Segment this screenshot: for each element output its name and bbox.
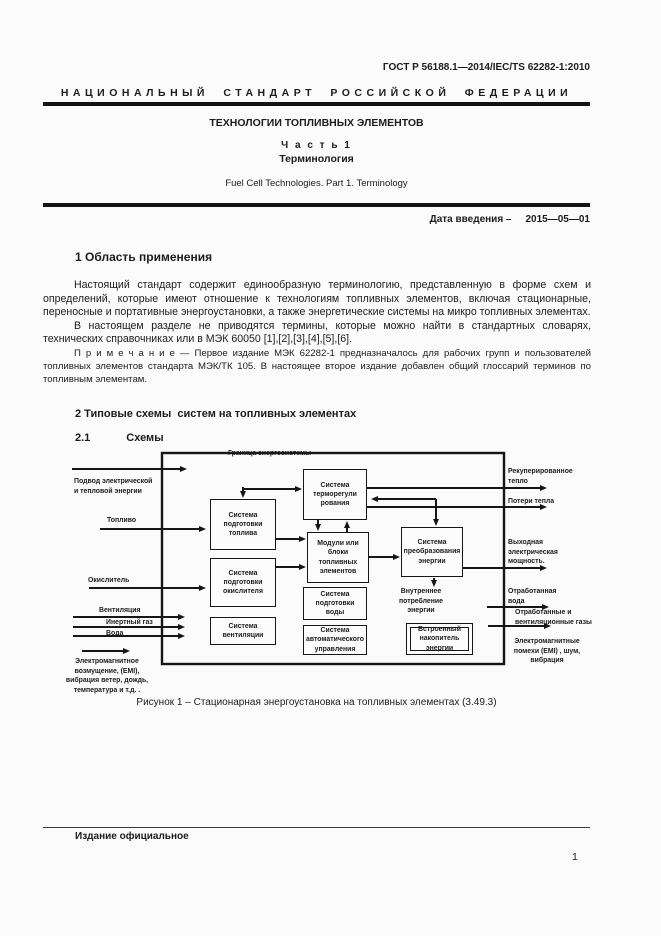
label-internal-power-consumption: Внутреннее потребление энергии — [399, 588, 443, 615]
label-output-heat-loss: Потери тепла — [508, 498, 555, 505]
label-external-disturbances: Электромагнитное возмущение, (EMI), вибрация ветер, дождь, температура и т.д. . — [65, 658, 149, 694]
header-rule-top — [43, 102, 590, 106]
section2-1-title: Схемы — [126, 432, 164, 444]
label-output-electric-power: Выходная электрическая мощность. — [508, 539, 558, 566]
date-label: Дата введения – — [429, 214, 512, 225]
box-power-conditioning-system: Система преобразования энергии — [401, 527, 463, 577]
label-output-waste-water: Отработанная вода — [508, 588, 557, 605]
label-input-oxidant: Окислитель — [88, 577, 130, 584]
box-fuel-preparation-system: Система подготовки топлива — [210, 499, 276, 550]
header-rule-bottom — [43, 203, 590, 207]
paragraph-scope-1: Настоящий стандарт содержит единообразную терминологию, представленную в форме схем и определений, которые имеют отношение к технологиям топливных элементов, включая стационарные, переносные и портативные энергоустановки, а также энергетические системы на микро топливных элементах. — [43, 279, 591, 319]
box-ventilation-system: Система вентиляции — [210, 617, 276, 645]
section1-body — [43, 279, 591, 386]
box-fuel-cell-modules: Модули или блоки топливных элементов — [307, 532, 369, 583]
box-thermal-control-system: Система терморегули рования — [303, 469, 367, 520]
title-english: Fuel Cell Technologies. Part 1. Terminology — [225, 178, 408, 189]
section2-1-heading — [75, 432, 164, 444]
document-subtitle: Терминология — [279, 153, 354, 165]
part-line: Ч а с т ь 1 — [281, 140, 352, 151]
label-input-inert-gas: Инертный газ — [106, 619, 153, 626]
figure1-diagram — [0, 445, 661, 697]
standard-type-line: НАЦИОНАЛЬНЫЙ СТАНДАРТ РОССИЙСКОЙ ФЕДЕРАЦИИ — [60, 87, 573, 99]
section1-heading: 1 Область применения — [75, 250, 213, 264]
label-input-power: Подвод электрической и тепловой энергии — [74, 478, 153, 495]
box-onboard-energy-storage: Встроенный накопитель энергии — [406, 623, 473, 655]
doc-number: ГОСТ Р 56188.1—2014/IEC/TS 62282-1:2010 — [382, 62, 590, 73]
figure1-caption: Рисунок 1 – Стационарная энергоустановка на топливных элементах (3.49.3) — [136, 697, 497, 708]
boundary-label: Граница энергосистемы — [227, 450, 312, 457]
paragraph-note: П р и м е ч а н и е — Первое издание МЭК 62282-1 предназначалось для рабочих групп и пользователей топливных элементов стандарта МЭК/ТК 105. В настоящее второе издание добавлен общий глоссарий терминов по топливным элементам. — [43, 347, 591, 385]
page-number: 1 — [572, 851, 578, 863]
label-output-exhaust-gases: Отработанные и вентиляционные газы — [515, 609, 592, 626]
label-output-emi-noise: Электромагнитные помехи (EMI) , шум, вибрация — [513, 638, 581, 665]
official-edition-note: Издание официальное — [75, 831, 189, 842]
box-automatic-control-system: Система автоматического управления — [303, 625, 367, 655]
label-input-ventilation: Вентиляция — [99, 607, 141, 614]
label-input-water: Вода — [106, 630, 124, 637]
section2-1-number: 2.1 — [75, 432, 91, 444]
section2-heading: 2 Типовые схемы систем на топливных элементах — [75, 408, 357, 420]
paragraph-scope-2: В настоящем разделе не приводятся термины, которые можно найти в стандартных словарях, технических справочниках или в МЭК 60050 [1],[2],[3],[4],[5],[6]. — [43, 319, 591, 346]
date-value: 2015—05—01 — [525, 214, 590, 225]
introduction-date — [43, 214, 590, 225]
document-title: ТЕХНОЛОГИИ ТОПЛИВНЫХ ЭЛЕМЕНТОВ — [209, 117, 424, 129]
label-input-fuel: Топливо — [107, 517, 137, 524]
box-water-treatment-system: Система подготовки воды — [303, 587, 367, 620]
label-output-recovered-heat: Рекуперированное тепло — [508, 468, 573, 485]
box-oxidant-preparation-system: Система подготовки окислителя — [210, 558, 276, 607]
footer-rule — [43, 827, 590, 828]
